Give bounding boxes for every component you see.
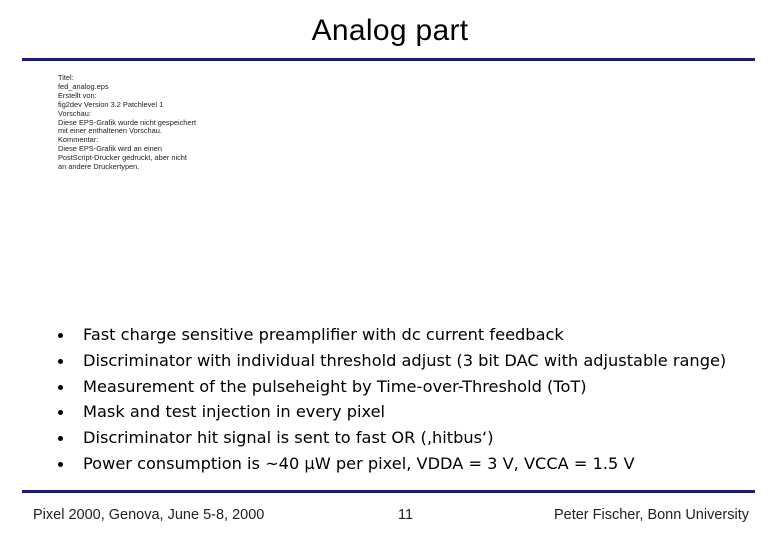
eps-line: an andere Druckertypen. — [58, 162, 140, 172]
eps-line: Diese EPS-Grafik wurde nicht gespeichert — [58, 117, 197, 127]
eps-line: mit einer enthaltenen Vorschau. — [58, 126, 162, 136]
bullet-item — [56, 374, 726, 400]
bullet-icon — [58, 436, 63, 441]
slide-title: Analog part — [311, 14, 469, 47]
bullet-text: Measurement of the pulseheight by Time-over-Threshold (ToT) — [83, 376, 587, 396]
bullet-text: Fast charge sensitive preamplifier with dc current feedback — [83, 325, 564, 344]
bullet-icon — [58, 462, 63, 467]
bullet-item — [56, 348, 726, 374]
bullet-item — [56, 399, 726, 425]
eps-line: fig2dev Version 3.2 Patchlevel 1 — [58, 99, 164, 109]
eps-line: PostScript-Drucker gedruckt, aber nicht — [58, 153, 187, 163]
bullet-item — [56, 451, 726, 477]
bullet-text: Discriminator hit signal is sent to fast OR (‚hitbus‘) — [83, 428, 494, 448]
bullet-text: Discriminator with individual threshold adjust (3 bit DAC with adjustable range) — [83, 350, 727, 370]
bullet-icon — [58, 359, 63, 364]
bullet-item — [56, 425, 726, 451]
bullet-icon — [58, 410, 63, 415]
eps-line: Diese EPS-Grafik wird an einen — [58, 144, 162, 154]
footer-rule — [22, 490, 755, 493]
bullet-text: Mask and test injection in every pixel — [83, 402, 386, 422]
eps-line: Erstellt von: — [58, 90, 97, 100]
bullet-text: Power consumption is ~40 µW per pixel, VDDA = 3 V, VCCA = 1.5 V — [83, 453, 635, 473]
eps-line: Titel: — [58, 73, 74, 82]
bullet-item — [56, 322, 726, 348]
footer-conference: Pixel 2000, Genova, June 5-8, 2000 — [33, 507, 265, 523]
header-rule — [22, 58, 755, 61]
bullet-list — [56, 322, 726, 477]
eps-line: Vorschau: — [58, 108, 91, 118]
page-number: 11 — [398, 507, 414, 523]
bullet-icon — [58, 333, 63, 338]
bullet-icon — [58, 385, 63, 390]
eps-placeholder-preview — [58, 74, 258, 172]
footer-author: Peter Fischer, Bonn University — [553, 507, 749, 523]
eps-line: Kommentar: — [58, 135, 99, 145]
eps-line: fed_analog.eps — [58, 81, 109, 91]
